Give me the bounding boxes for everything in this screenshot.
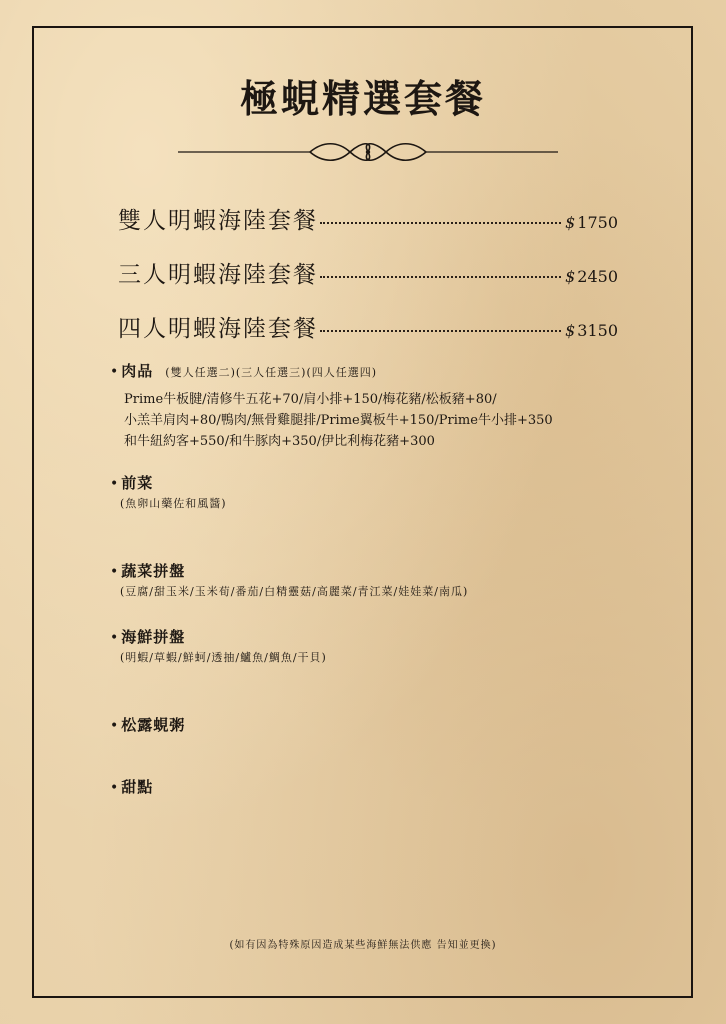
section-title: 肉品 — [121, 362, 154, 380]
section-title: 前菜 — [121, 474, 154, 492]
meat-line: 小羔羊肩肉+80/鴨肉/無骨雞腿排/Prime翼板牛+150/Prime牛小排+350 — [124, 413, 553, 428]
set-name: 四人明蝦海陸套餐 — [118, 316, 318, 342]
bullet-icon: • — [110, 564, 119, 580]
section-title: 甜點 — [121, 778, 154, 796]
section-appetizer — [110, 472, 670, 511]
footnote: (如有因為特殊原因造成某些海鮮無法供應 告知並更換) — [229, 940, 497, 951]
section-title: 松露蜆粥 — [121, 716, 186, 734]
section-title: 海鮮拼盤 — [121, 628, 186, 646]
set-menu-list — [118, 202, 618, 364]
set-price: $ 3150 — [565, 321, 618, 340]
leader-dots — [320, 276, 561, 278]
set-row — [118, 310, 618, 364]
meat-line: 和牛紐約客+550/和牛豚肉+350/伊比利梅花豬+300 — [124, 434, 435, 449]
set-name: 雙人明蝦海陸套餐 — [118, 208, 318, 234]
section-subtext: (魚卵山藥佐和風醬) — [120, 497, 227, 510]
section-seafood — [110, 626, 670, 665]
menu-title: 極蜆精選套餐 — [239, 76, 486, 121]
meat-line: Prime牛板腱/清修牛五花+70/肩小排+150/梅花豬/松板豬+80/ — [124, 392, 497, 407]
section-dessert — [110, 776, 670, 797]
section-title: 蔬菜拼盤 — [121, 562, 186, 580]
set-price: $ 2450 — [565, 267, 618, 286]
menu-border — [32, 26, 693, 998]
leader-dots — [320, 222, 561, 224]
bullet-icon: • — [110, 630, 119, 646]
bullet-icon: • — [110, 364, 119, 380]
bullet-icon: • — [110, 718, 119, 734]
decorative-divider — [178, 138, 558, 166]
set-price: $ 1750 — [565, 213, 618, 232]
set-row — [118, 256, 618, 310]
bullet-icon: • — [110, 476, 119, 492]
leader-dots — [320, 330, 561, 332]
set-row — [118, 202, 618, 256]
section-vegetables — [110, 560, 670, 599]
set-name: 三人明蝦海陸套餐 — [118, 262, 318, 288]
section-meat — [110, 360, 670, 452]
section-subtext: (明蝦/草蝦/鮮蚵/透抽/鱸魚/鯛魚/干貝) — [120, 651, 327, 664]
section-subtext: (豆腐/甜玉米/玉米荀/番茄/白精靈菇/高麗菜/青江菜/娃娃菜/南瓜) — [120, 585, 469, 598]
section-note: (雙人任選二)(三人任選三)(四人任選四) — [165, 366, 378, 379]
bullet-icon: • — [110, 780, 119, 796]
section-congee — [110, 714, 670, 735]
